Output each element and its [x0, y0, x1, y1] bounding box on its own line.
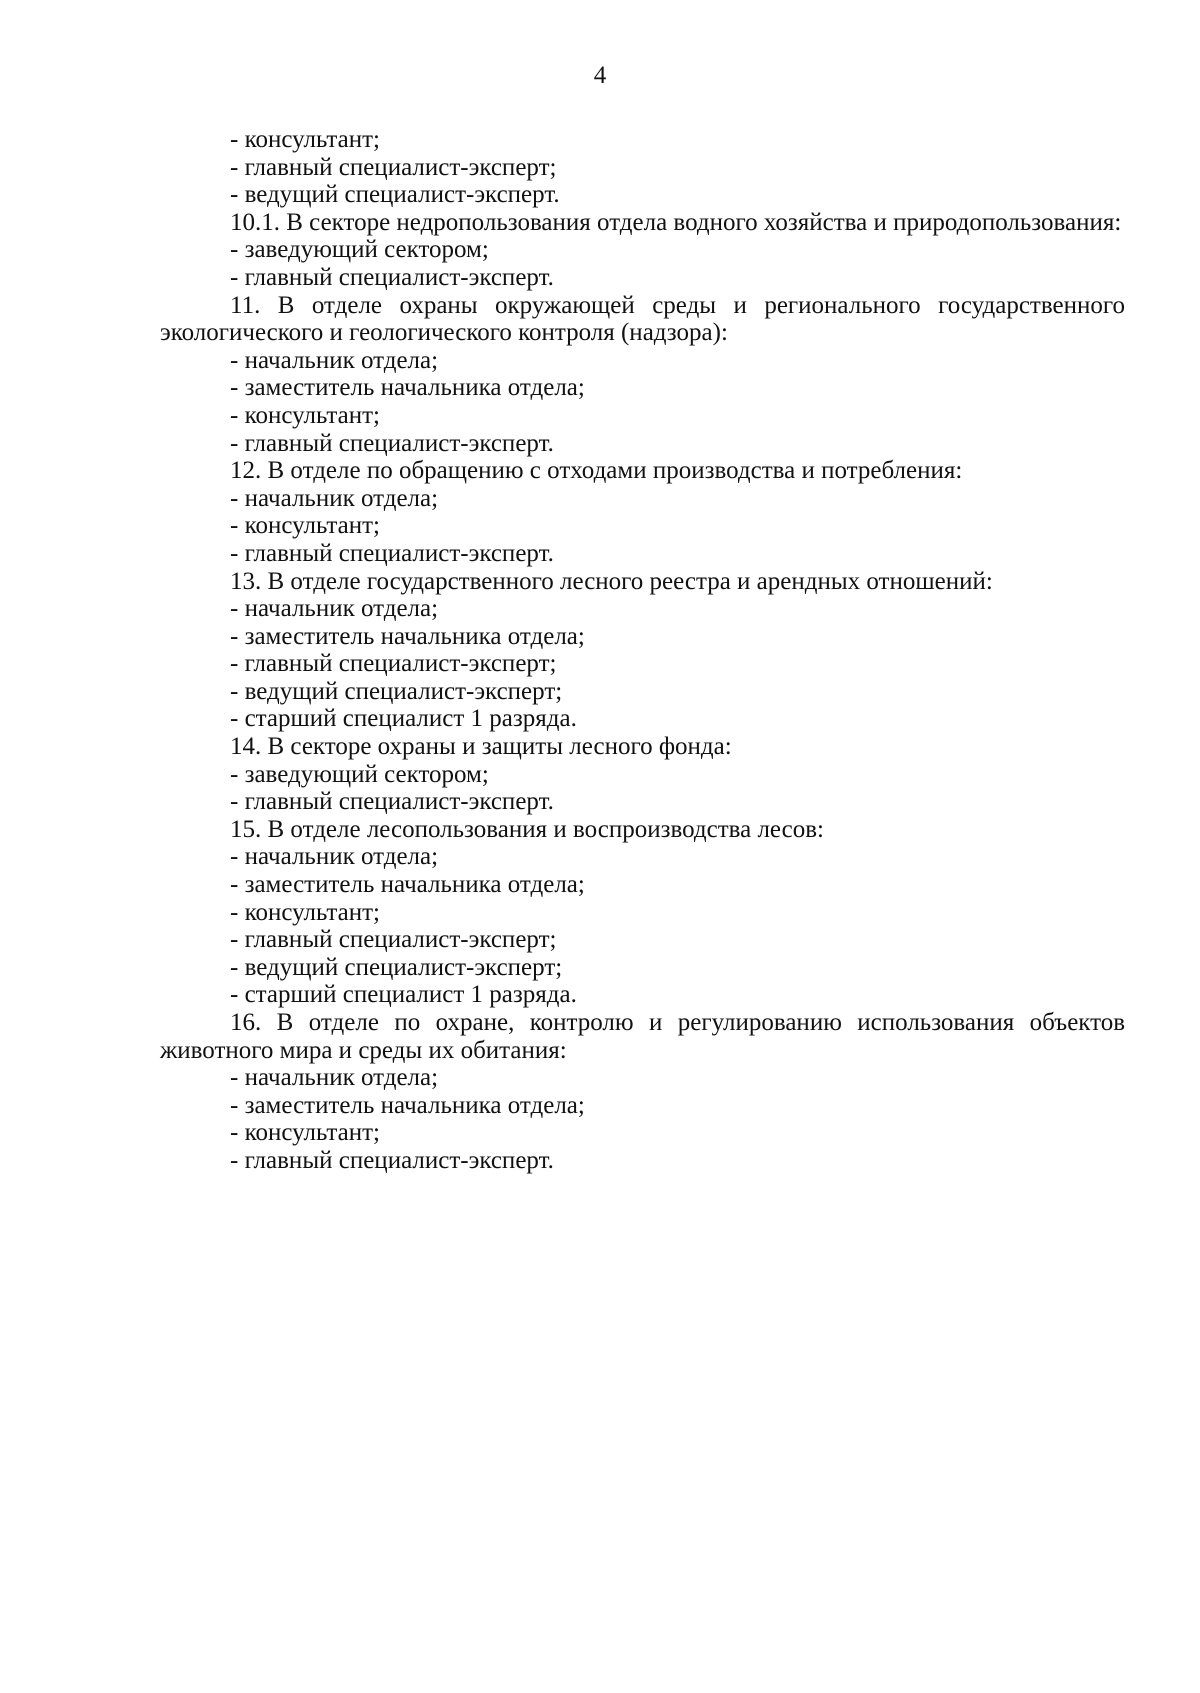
list-item: - заведующий сектором; — [230, 760, 489, 788]
section-heading: 12. В отделе по обращению с отходами производства и потребления: — [230, 457, 963, 485]
list-item: - ведущий специалист-эксперт. — [230, 181, 560, 209]
list-item: - главный специалист-эксперт. — [230, 539, 554, 567]
list-item: - начальник отдела; — [230, 595, 439, 623]
section-heading: 14. В секторе охраны и защиты лесного фонда: — [230, 733, 732, 761]
list-item: - начальник отдела; — [230, 346, 439, 374]
list-item: - главный специалист-эксперт. — [230, 263, 554, 291]
list-item: - консультант; — [230, 126, 380, 153]
list-item: - старший специалист 1 разряда. — [230, 705, 577, 733]
list-item: - заведующий сектором; — [230, 236, 489, 264]
list-item: - главный специалист-эксперт. — [230, 1146, 554, 1174]
list-item: - консультант; — [230, 898, 380, 926]
list-item: - начальник отдела; — [230, 484, 439, 512]
list-item: - консультант; — [230, 401, 380, 429]
page-number: 4 — [593, 62, 607, 89]
section-paragraph: 11. В отделе охраны окружающей среды и регионального государственного экологического и геологического контроля (надзора): — [160, 291, 1125, 347]
list-item: - ведущий специалист-эксперт; — [230, 677, 563, 705]
section-paragraph: 10.1. В секторе недропользования отдела водного хозяйства и природопользования: — [230, 208, 1122, 236]
list-item: - заместитель начальника отдела; — [230, 622, 585, 650]
section-heading: 15. В отделе лесопользования и воспроизводства лесов: — [230, 815, 824, 843]
list-item: - консультант; — [230, 512, 380, 540]
list-item: - главный специалист-эксперт; — [230, 153, 557, 181]
list-item: - главный специалист-эксперт. — [230, 788, 554, 816]
list-item: - заместитель начальника отдела; — [230, 1091, 585, 1119]
list-item: - старший специалист 1 разряда. — [230, 981, 577, 1009]
list-item: - начальник отдела; — [230, 843, 439, 871]
list-item: - главный специалист-эксперт. — [230, 429, 554, 457]
list-item: - заместитель начальника отдела; — [230, 374, 585, 402]
list-item: - главный специалист-эксперт; — [230, 650, 557, 678]
list-item: - начальник отдела; — [230, 1064, 439, 1092]
list-item: - консультант; — [230, 1119, 380, 1147]
list-item: - ведущий специалист-эксперт; — [230, 953, 563, 981]
document-body — [160, 126, 1125, 1175]
section-paragraph: 16. В отделе по охране, контролю и регулированию использования объектов животного мира и среды их обитания: — [160, 1009, 1125, 1064]
list-item: - заместитель начальника отдела; — [230, 871, 585, 899]
section-heading: 13. В отделе государственного лесного реестра и арендных отношений: — [230, 567, 993, 595]
list-item: - главный специалист-эксперт; — [230, 926, 557, 954]
